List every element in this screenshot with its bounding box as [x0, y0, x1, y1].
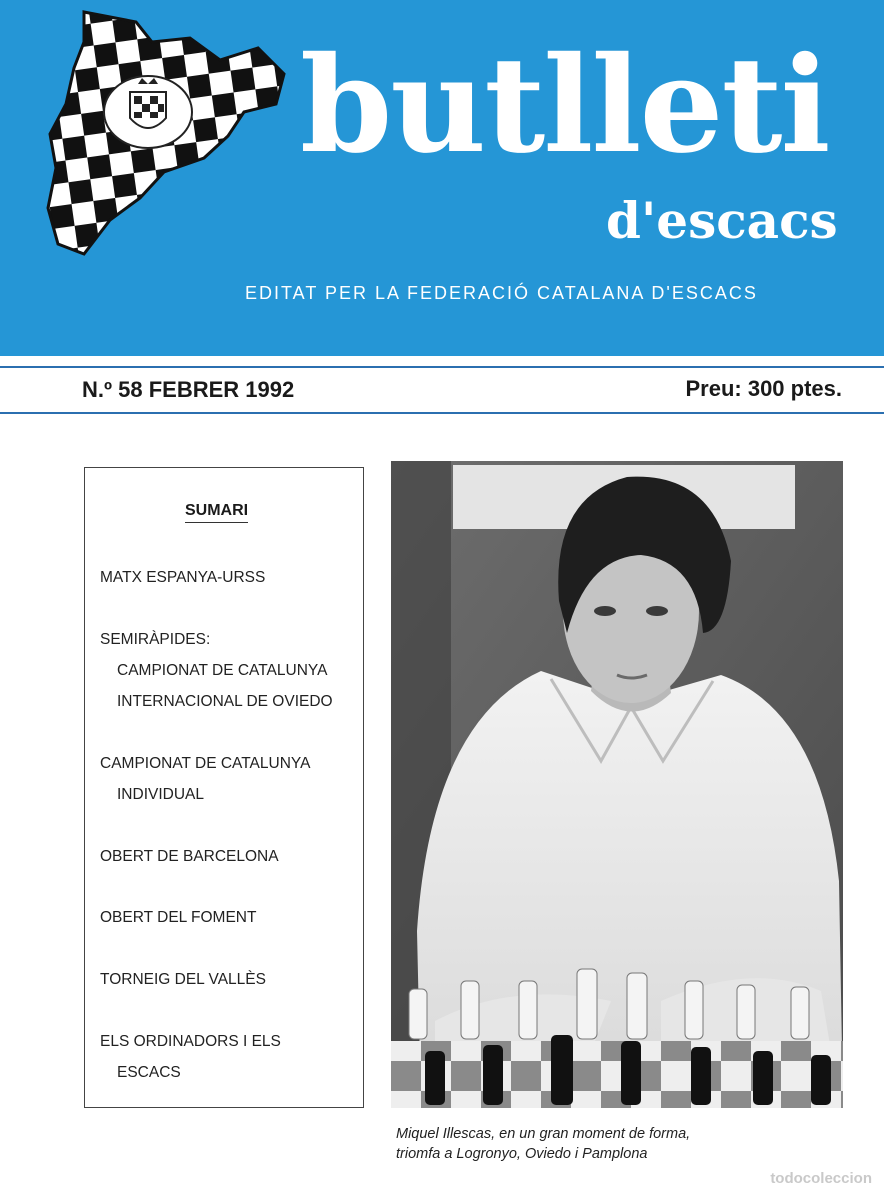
toc-item: OBERT DE BARCELONA: [100, 848, 279, 865]
coat-of-arms-emblem: [104, 76, 192, 148]
catalonia-chessboard-map-logo: [44, 8, 288, 258]
toc-item: TORNEIG DEL VALLÈS: [100, 971, 266, 988]
magazine-title: butlleti: [300, 28, 829, 183]
toc-subitem: CAMPIONAT DE CATALUNYA: [117, 662, 328, 679]
issue-price: Preu: 300 ptes.: [685, 376, 842, 401]
toc-item: ELS ORDINADORS I ELS: [100, 1033, 281, 1050]
issue-number-date: N.º 58 FEBRER 1992: [82, 377, 295, 402]
photo-caption: [396, 1124, 690, 1164]
toc-item: CAMPIONAT DE CATALUNYA: [100, 755, 311, 772]
magazine-subtitle: d'escacs: [606, 191, 838, 250]
toc-subitem: INTERNACIONAL DE OVIEDO: [117, 693, 333, 710]
sumari-box: [84, 467, 364, 1108]
toc-subitem: INDIVIDUAL: [117, 786, 204, 803]
photo-caption-line: Miquel Illescas, en un gran moment de forma,: [396, 1126, 691, 1142]
sumari-heading: SUMARI: [185, 502, 248, 523]
issue-bar-top-rule: [0, 366, 884, 368]
publisher-tagline: EDITAT PER LA FEDERACIÓ CATALANA D'ESCACS: [245, 283, 758, 303]
issue-bar-bottom-rule: [0, 412, 884, 414]
toc-item: MATX ESPANYA-URSS: [100, 569, 266, 586]
watermark: todocoleccion: [770, 1170, 872, 1187]
toc-item: SEMIRÀPIDES:: [100, 631, 211, 648]
masthead: [0, 0, 884, 356]
player-photo: [391, 461, 843, 1108]
toc-item: OBERT DEL FOMENT: [100, 909, 257, 926]
toc-subitem: ESCACS: [117, 1064, 181, 1081]
photo-caption-line: triomfa a Logronyo, Oviedo i Pamplona: [396, 1146, 648, 1162]
